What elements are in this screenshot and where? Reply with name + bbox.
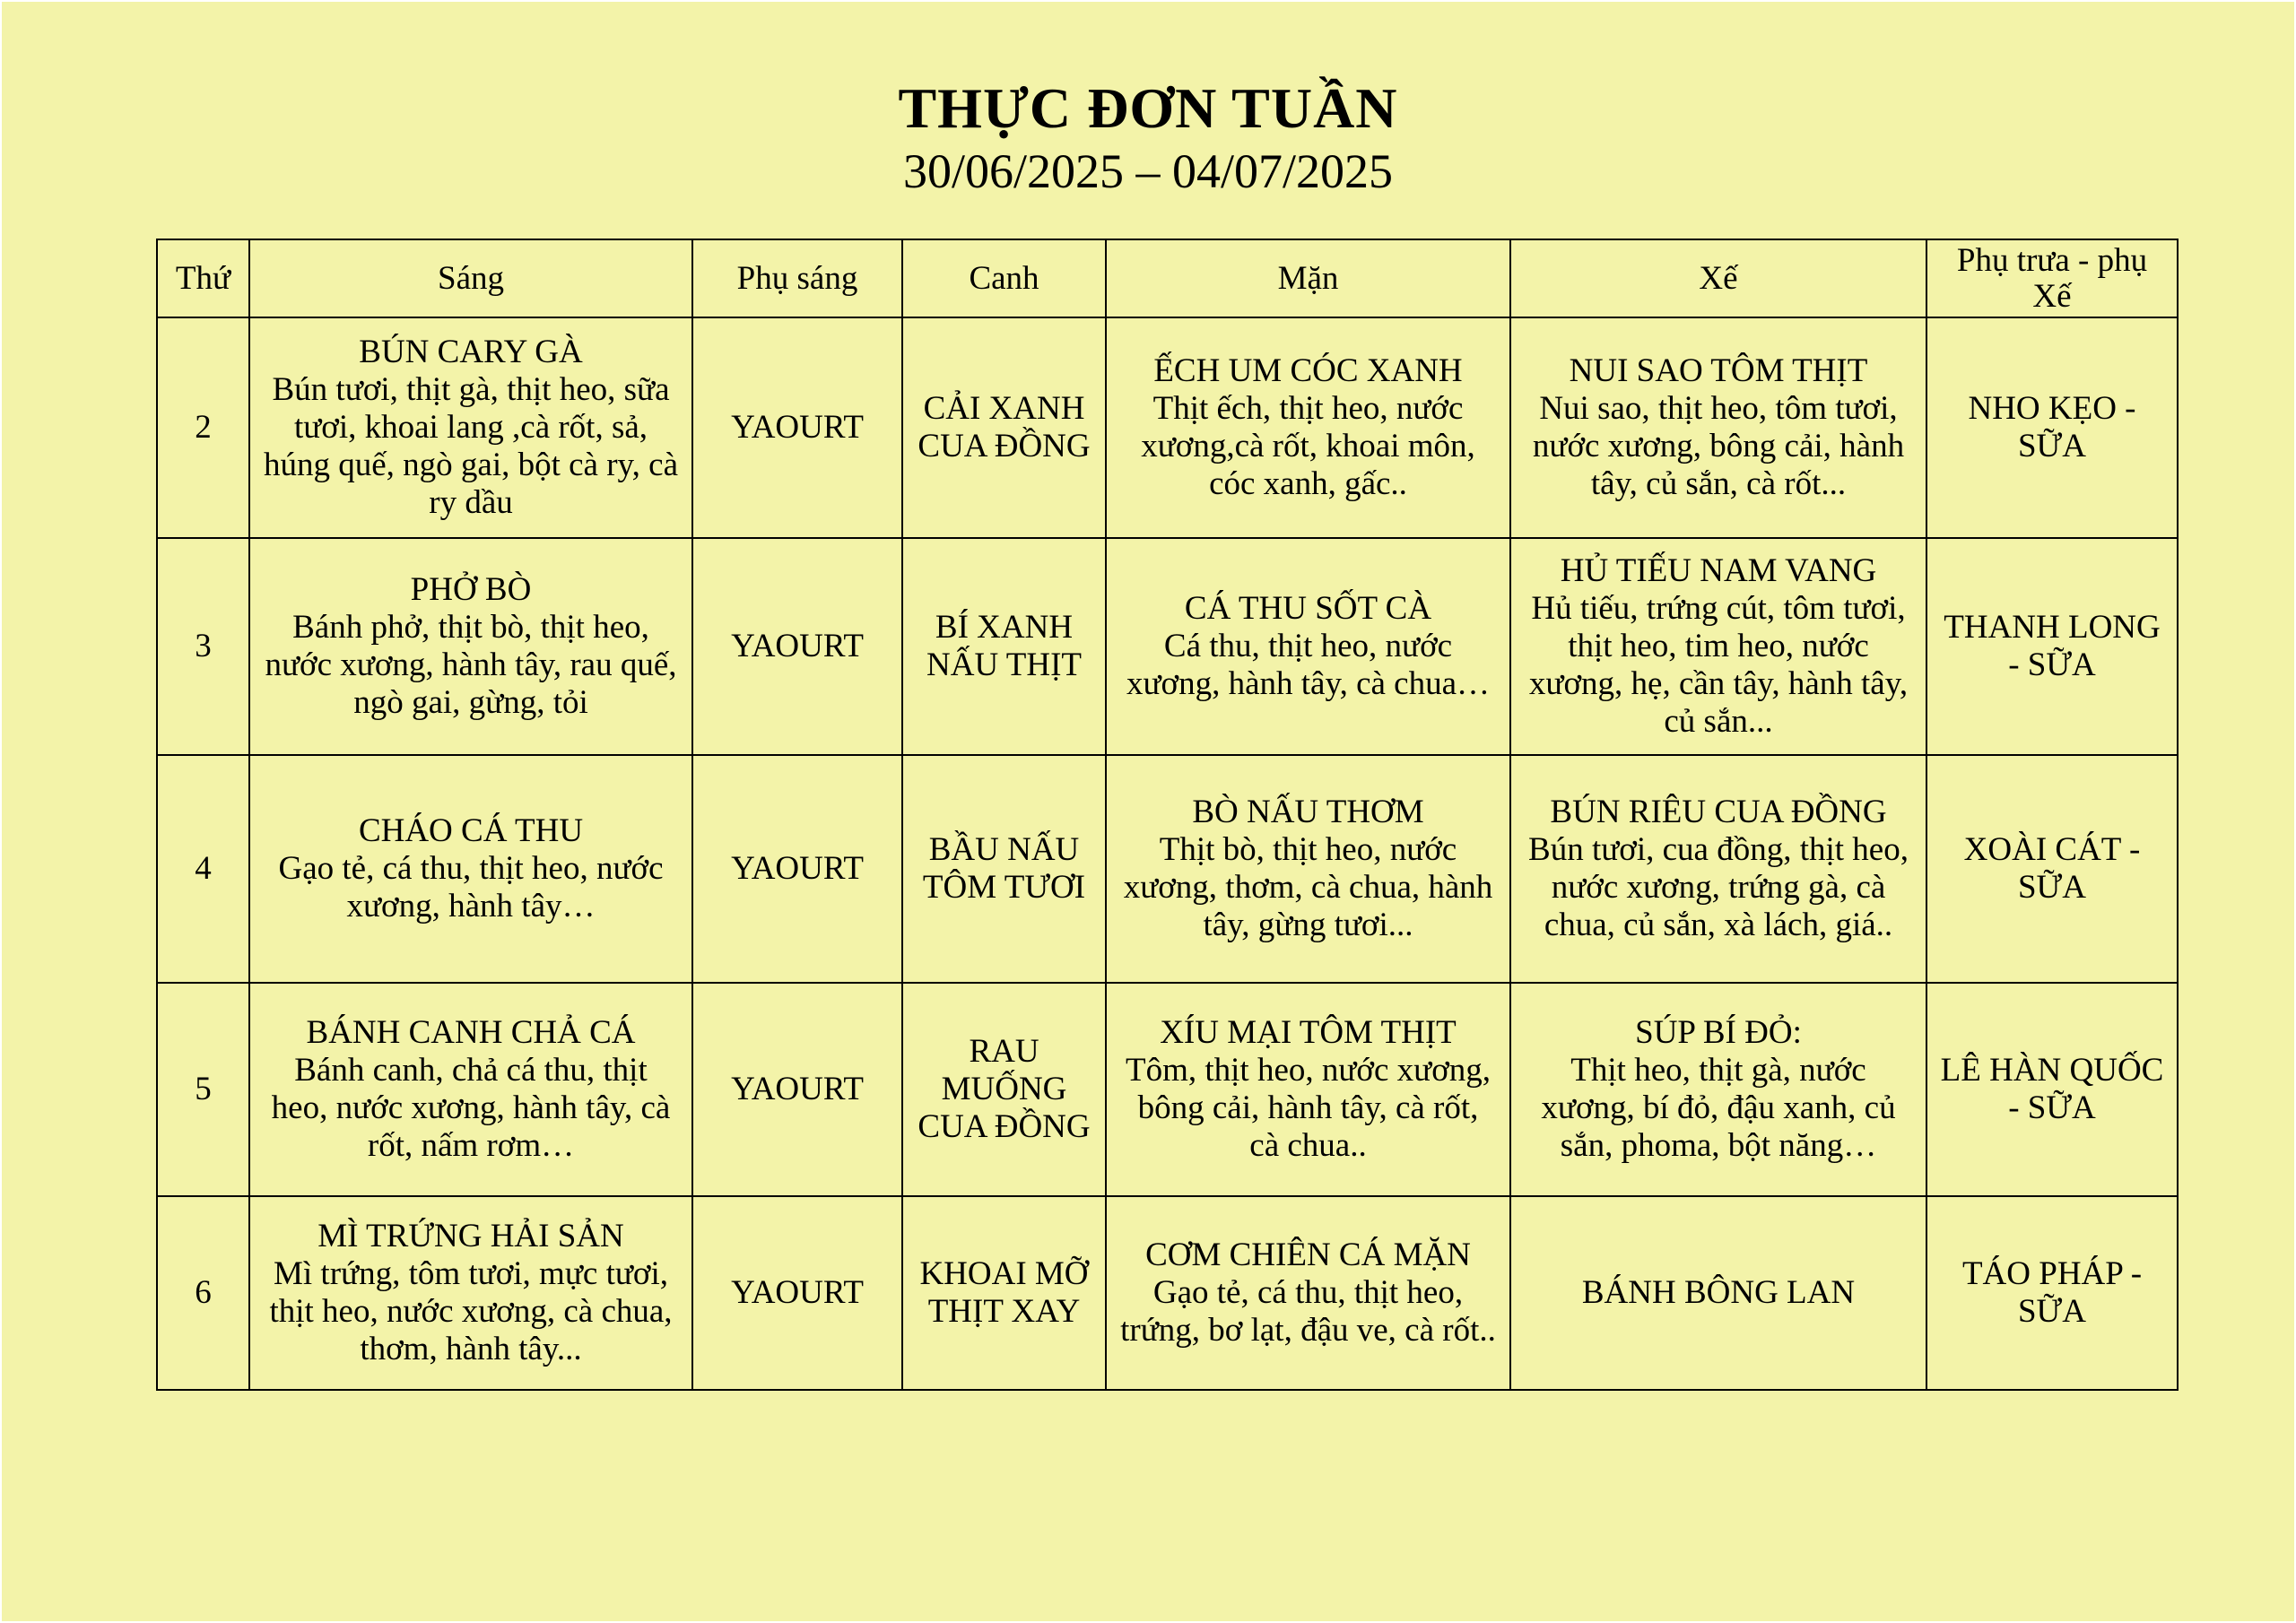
snacks-cell: LÊ HÀN QUỐC - SỮA [1926,983,2178,1196]
dish-name: XÍU MẠI TÔM THỊT [1160,1014,1457,1051]
dish-name: ẾCH UM CÓC XANH [1153,352,1463,389]
soup-cell: RAU MUỐNG CUA ĐỒNG [902,983,1106,1196]
snacks-cell: THANH LONG - SỮA [1926,538,2178,755]
table-header-row [157,239,2178,317]
breakfast-cell [249,983,692,1196]
snacks-cell: NHO KẸO - SỮA [1926,317,2178,538]
day-cell: 2 [157,317,249,538]
dish-name: BÁNH CANH CHẢ CÁ [306,1014,636,1051]
morning-snack-cell: YAOURT [692,317,902,538]
col-header-snacks: Phụ trưa - phụ Xế [1926,239,2178,317]
main-dish-cell [1106,538,1510,755]
col-header-main-dish: Mặn [1106,239,1510,317]
soup-cell: BẦU NẤU TÔM TƯƠI [902,755,1106,983]
menu-page [2,2,2294,1621]
dish-name: HỦ TIẾU NAM VANG [1560,552,1877,589]
dish-name: MÌ TRỨNG HẢI SẢN [317,1218,624,1254]
morning-snack-cell: YAOURT [692,983,902,1196]
breakfast-cell [249,538,692,755]
dish-name: BÚN RIÊU CUA ĐỒNG [1550,794,1887,830]
dish-name: CƠM CHIÊN CÁ MẶN [1145,1237,1471,1273]
day-cell: 6 [157,1196,249,1390]
main-dish-cell [1106,1196,1510,1390]
dish-name: BÚN CARY GÀ [359,334,583,370]
afternoon-meal-cell [1510,755,1926,983]
table-row [157,538,2178,755]
dish-name: CHÁO CÁ THU [358,812,584,849]
day-cell: 4 [157,755,249,983]
morning-snack-cell: YAOURT [692,1196,902,1390]
ingredients: Cá thu, thịt heo, nước xương, hành tây, cà chua… [1126,628,1491,702]
ingredients: Bún tươi, cua đồng, thịt heo, nước xương, trứng gà, cà chua, củ sắn, xà lách, giá.. [1528,831,1909,943]
dish-name: SÚP BÍ ĐỎ: [1635,1014,1802,1051]
col-header-afternoon-meal: Xế [1510,239,1926,317]
breakfast-cell [249,1196,692,1390]
dish-name: CÁ THU SỐT CÀ [1184,590,1432,627]
page-title: THỰC ĐƠN TUẦN [898,76,1398,140]
table-row [157,755,2178,983]
afternoon-meal-cell [1510,1196,1926,1390]
ingredients: Gạo tẻ, cá thu, thịt heo, nước xương, hành tây… [278,850,664,924]
afternoon-meal-cell [1510,317,1926,538]
ingredients: Bún tươi, thịt gà, thịt heo, sữa tươi, khoai lang ,cà rốt, sả, húng quế, ngò gai, bột cà ry, cà ry dầu [263,371,678,521]
day-cell: 3 [157,538,249,755]
main-dish-cell [1106,317,1510,538]
col-header-morning-snack: Phụ sáng [692,239,902,317]
ingredients: Bánh canh, chả cá thu, thịt heo, nước xương, hành tây, cà rốt, nấm rơm… [271,1052,671,1164]
soup-cell: BÍ XANH NẤU THỊT [902,538,1106,755]
table-row [157,983,2178,1196]
main-dish-cell [1106,755,1510,983]
col-header-breakfast: Sáng [249,239,692,317]
breakfast-cell [249,317,692,538]
dish-name: NUI SAO TÔM THỊT [1569,352,1868,389]
main-dish-cell [1106,983,1510,1196]
dish-name: BÒ NẤU THƠM [1192,794,1424,830]
col-header-soup: Canh [902,239,1106,317]
snacks-cell: XOÀI CÁT - SỮA [1926,755,2178,983]
ingredients: Thịt bò, thịt heo, nước xương, thơm, cà chua, hành tây, gừng tươi... [1123,831,1493,943]
ingredients: Bánh phở, thịt bò, thịt heo, nước xương, hành tây, rau quế, ngò gai, gừng, tỏi [265,609,677,721]
ingredients: Thịt heo, thịt gà, nước xương, bí đỏ, đậu xanh, củ sắn, phoma, bột năng… [1541,1052,1896,1164]
afternoon-meal-cell [1510,538,1926,755]
snacks-cell: TÁO PHÁP - SỮA [1926,1196,2178,1390]
table-row [157,1196,2178,1390]
date-range: 30/06/2025 – 04/07/2025 [902,144,1393,198]
ingredients: Nui sao, thịt heo, tôm tươi, nước xương, bông cải, hành tây, củ sắn, cà rốt... [1532,390,1905,502]
morning-snack-cell: YAOURT [692,538,902,755]
ingredients: Thịt ếch, thịt heo, nước xương,cà rốt, khoai môn, cóc xanh, gấc.. [1141,390,1475,502]
soup-cell: CẢI XANH CUA ĐỒNG [902,317,1106,538]
ingredients: Hủ tiếu, trứng cút, tôm tươi, thịt heo, tim heo, nước xương, hẹ, cần tây, hành tây, củ sắn... [1528,590,1909,740]
ingredients: Mì trứng, tôm tươi, mực tươi, thịt heo, nước xương, cà chua, thơm, hành tây... [269,1255,673,1367]
afternoon-meal-cell [1510,983,1926,1196]
breakfast-cell [249,755,692,983]
table-row [157,317,2178,538]
col-header-day: Thứ [157,239,249,317]
ingredients: Gạo tẻ, cá thu, thịt heo, trứng, bơ lạt, đậu ve, cà rốt.. [1120,1274,1496,1349]
day-cell: 5 [157,983,249,1196]
ingredients: Tôm, thịt heo, nước xương, bông cải, hành tây, cà rốt, cà chua.. [1125,1052,1492,1164]
soup-cell: KHOAI MỠ THỊT XAY [902,1196,1106,1390]
dish-name: PHỞ BÒ [410,571,532,608]
dish-name: BÁNH BÔNG LAN [1581,1274,1856,1311]
weekly-menu-table [156,239,2179,1391]
morning-snack-cell: YAOURT [692,755,902,983]
